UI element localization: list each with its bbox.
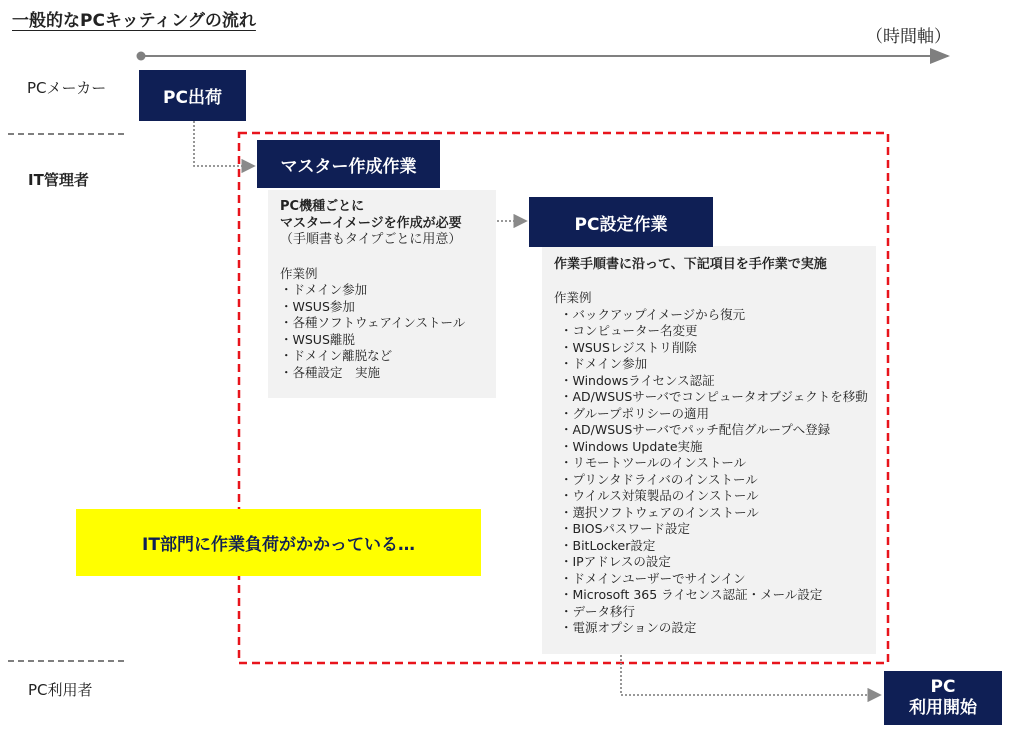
list-item: ・電源オプションの設定	[560, 620, 697, 635]
list-item: ・WSUS参加	[280, 298, 355, 314]
setup-panel-examples-label: 作業例	[554, 290, 592, 305]
step-pc-start-label-line1: PC	[930, 677, 956, 697]
workload-callout	[76, 509, 481, 576]
setup-panel-heading: 作業手順書に沿って、下記項目を手作業で実施	[554, 257, 827, 272]
setup-panel-content	[554, 256, 868, 637]
list-item: ・プリンタドライバのインストール	[560, 471, 758, 487]
step-pc-shipment-label: PC出荷	[163, 88, 222, 108]
list-item: ・グループポリシーの適用	[560, 405, 710, 421]
step-pc-setup	[529, 197, 713, 247]
list-item: ・WSUS離脱	[280, 331, 355, 347]
step-pc-start	[884, 671, 1002, 725]
setup-panel-items	[554, 307, 868, 637]
list-item: ・ドメインユーザーでサインイン	[560, 570, 746, 586]
page-title: 一般的なPCキッティングの流れ	[12, 11, 256, 31]
connector-shipment-to-master	[194, 121, 254, 166]
step-master-creation	[257, 140, 440, 188]
step-pc-shipment	[139, 70, 246, 121]
step-pc-start-label-line2: 利用開始	[909, 698, 977, 718]
master-panel-heading-line1: PC機種ごとに	[280, 199, 365, 214]
step-pc-setup-label: PC設定作業	[574, 214, 668, 235]
list-item: ・AD/WSUSサーバでパッチ配信グループへ登録	[560, 422, 831, 437]
workload-callout-text: IT部門に作業負荷がかかっている…	[142, 535, 415, 555]
list-item: ・IPアドレスの設定	[560, 554, 671, 569]
time-axis	[137, 52, 949, 61]
list-item: ・ウイルス対策製品のインストール	[560, 488, 759, 503]
lane-label-maker: PCメーカー	[27, 79, 107, 97]
list-item: ・AD/WSUSサーバでコンピュータオブジェクトを移動	[560, 389, 868, 404]
list-item: ・データ移行	[560, 603, 636, 619]
list-item: ・BIOSパスワード設定	[560, 521, 691, 536]
list-item: ・コンピューター名変更	[560, 323, 698, 338]
list-item: ・Windows Update実施	[560, 438, 703, 454]
list-item: ・バックアップイメージから復元	[560, 306, 746, 322]
master-panel-heading-line2: マスターイメージを作成が必要	[280, 216, 462, 231]
master-panel-subnote: （手順書もタイプごとに用意）	[280, 232, 462, 247]
list-item: ・ドメイン参加	[560, 356, 648, 371]
list-item: ・Microsoft 365 ライセンス認証・メール設定	[560, 587, 823, 602]
list-item: ・ドメイン参加	[280, 282, 368, 297]
master-panel-items	[280, 282, 465, 381]
connector-setup-to-start	[621, 655, 880, 695]
master-panel-examples-label: 作業例	[280, 265, 318, 281]
list-item: ・選択ソフトウェアのインストール	[560, 504, 759, 520]
list-item: ・各種設定 実施	[280, 364, 381, 380]
step-master-creation-label: マスター作成作業	[280, 156, 417, 177]
lane-label-pc-user: PC利用者	[28, 681, 93, 699]
list-item: ・リモートツールのインストール	[560, 455, 747, 470]
time-axis-label: （時間軸）	[866, 27, 951, 47]
list-item: ・ドメイン離脱など	[280, 348, 393, 363]
lane-label-it-admin: IT管理者	[28, 171, 89, 189]
list-item: ・WSUSレジストリ削除	[560, 339, 697, 355]
list-item: ・BitLocker設定	[560, 537, 656, 553]
list-item: ・Windowsライセンス認証	[560, 372, 715, 388]
master-panel-content	[280, 198, 465, 381]
list-item: ・各種ソフトウェアインストール	[280, 315, 466, 330]
